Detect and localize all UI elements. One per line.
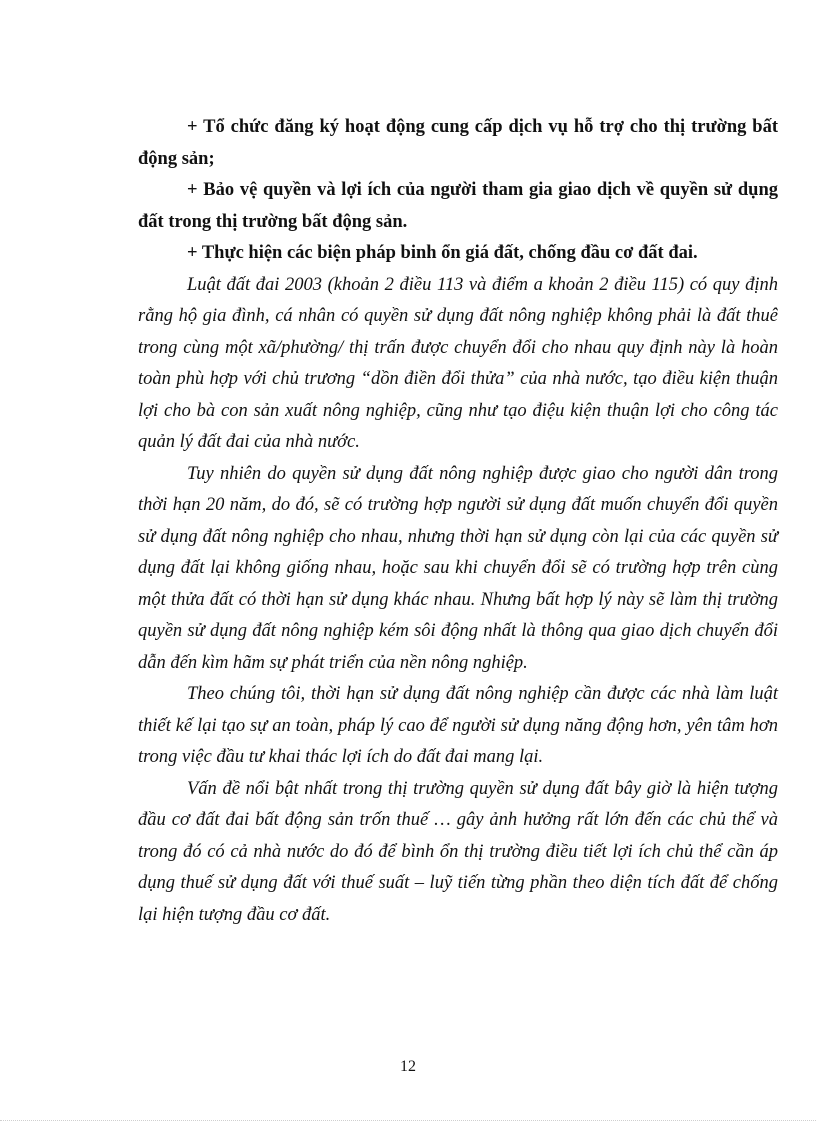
body-text — [138, 112, 778, 931]
paragraph-land-law-2003: Luật đất đai 2003 (khoản 2 điều 113 và điểm a khoản 2 điều 115) có quy định rằng hộ gia đình, cá nhân có quyền sử dụng đất nông nghiệp không phải là đất thuê trong cùng một xã/phường/ thị trấn được chuyển đổi cho nhau quy định này là hoàn toàn phù hợp với chủ trương “dồn điền đổi thửa” của nhà nước, tạo điều kiện thuận lợi cho bà con sản xuất nông nghiệp, cũng như tạo điệu kiện thuận lợi cho công tác quản lý đất đai của nhà nước. — [138, 274, 778, 452]
paragraph-opinion: Theo chúng tôi, thời hạn sử dụng đất nông nghiệp cần được các nhà làm luật thiết kế lại tạo sự an toàn, pháp lý cao để người sử dụng năng động hơn, yên tâm hơn trong việc đầu tư khai thác lợi ích do đất đai mang lại. — [138, 684, 778, 767]
paragraph-bullet-3: + Thực hiện các biện pháp binh ổn giá đất, chống đầu cơ đất đai. — [187, 243, 698, 263]
page-number: 12 — [400, 1058, 416, 1075]
paragraph-bullet-2: + Bảo vệ quyền và lợi ích của người tham gia giao dịch về quyền sử dụng đất trong thị trường bất động sản. — [138, 180, 778, 232]
paragraph-bullet-1: + Tổ chức đăng ký hoạt động cung cấp dịch vụ hỗ trợ cho thị trường bất động sản; — [138, 117, 778, 169]
paragraph-speculation: Vấn đề nổi bật nhất trong thị trường quyền sử dụng đất bây giờ là hiện tượng đầu cơ đất đai bất động sản trốn thuế … gây ảnh hưởng rất lớn đến các chủ thể và trong đó có cả nhà nước do đó để bình ổn thị trường điều tiết lợi ích chủ thể cần áp dụng thuế sử dụng đất với thuế suất – luỹ tiến từng phần theo diện tích đất để chống lại hiện tượng đầu cơ đất. — [138, 778, 778, 925]
paragraph-land-use-term: Tuy nhiên do quyền sử dụng đất nông nghiệp được giao cho người dân trong thời hạn 20 năm, do đó, sẽ có trường hợp người sử dụng đất muốn chuyển đổi quyền sử dụng đất nông nghiệp cho nhau, nhưng thời hạn sử dụng còn lại của các quyền sử dụng đất lại không giống nhau, hoặc sau khi chuyển đổi sẽ có trường hợp trên cùng một thửa đất có thời hạn sử dụng khác nhau. Nhưng bất hợp lý này sẽ làm thị trường quyền sử dụng đất nông nghiệp kém sôi động nhất là thông qua giao dịch chuyển đổi dẫn đến kìm hãm sự phát triển của nền nông nghiệp. — [138, 463, 778, 673]
page-bottom-divider — [0, 1120, 816, 1121]
